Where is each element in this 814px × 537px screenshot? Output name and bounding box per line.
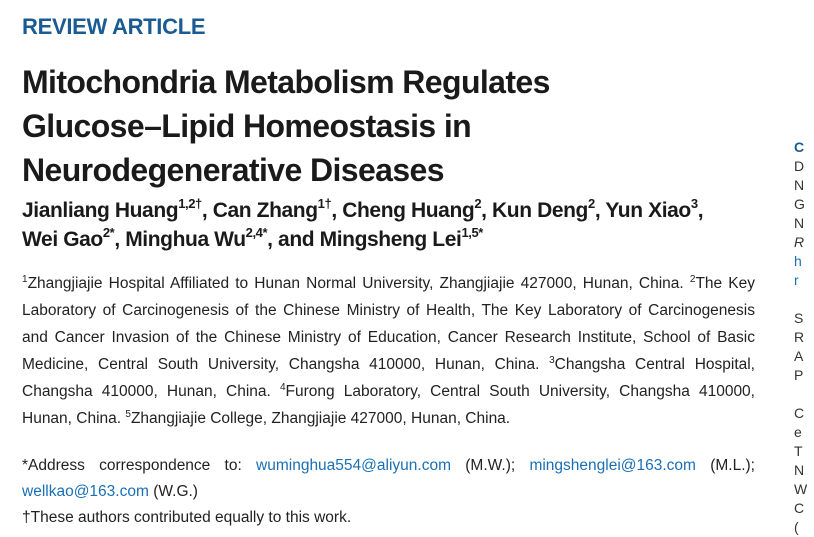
author-separator: , (594, 199, 606, 222)
affiliation-text: Furong Laboratory, Central South University, Changsha 410000, Hunan, China. (22, 383, 755, 427)
right-column-cutoff (794, 138, 814, 537)
affiliation-number: 2 (689, 274, 696, 285)
title-line-3: Neurodegenerative Diseases (22, 152, 444, 188)
author-affiliation-sup: 2* (102, 225, 115, 240)
sidebar-fragment: e (794, 424, 802, 440)
author-affiliation-sup: 1,5* (461, 225, 483, 240)
author-separator: , and (267, 228, 320, 251)
correspondence-prefix: *Address correspondence to: (22, 457, 257, 474)
email-link-ml[interactable]: mingshenglei@163.com (529, 457, 696, 474)
sidebar-fragment: N (794, 177, 805, 193)
sidebar-fragment: W (794, 481, 808, 497)
author-separator: , (201, 199, 213, 222)
affiliation-number: 5 (125, 409, 131, 420)
affiliation-text: Changsha Central Hospital, Changsha 410000, Hunan, China. (22, 356, 755, 400)
affiliation-number: 3 (549, 355, 555, 366)
author-separator: , (481, 199, 493, 222)
correspondence-note: (W.G.) (148, 483, 198, 500)
article-type-label: REVIEW ARTICLE (22, 14, 206, 39)
author-name: Can Zhang (212, 199, 318, 222)
correspondence-note: (M.L.); (695, 457, 755, 474)
equal-contribution-note: †These authors contributed equally to this work. (22, 509, 352, 526)
sidebar-fragment: G (794, 196, 805, 212)
sidebar-fragment: h (794, 253, 802, 269)
affiliation-text: The Key Laboratory of Carcinogenesis of the Chinese Ministry of Health, The Key Laboratory of Carcinogenesis and Cancer Invasion of the Chinese Ministry of Education, Cancer Research Institute, School of Basic Medicine, Central South University, Changsha 410000, Hunan, China. (22, 275, 755, 373)
affiliation-text: Zhangjiajie Hospital Affiliated to Hunan Normal University, Zhangjiajie 427000, Hunan, China. (27, 275, 690, 292)
sidebar-fragment: N (794, 215, 805, 231)
sidebar-fragment: R (794, 329, 805, 345)
affiliations (22, 270, 755, 432)
author-affiliation-sup: 3 (690, 196, 698, 211)
sidebar-fragment: S (794, 310, 804, 326)
sidebar-fragment: A (794, 348, 804, 364)
sidebar-fragment: C (794, 500, 805, 516)
email-link-wg[interactable]: wellkao@163.com (22, 483, 149, 500)
sidebar-fragment: r (794, 272, 799, 288)
sidebar-fragment (794, 290, 814, 309)
sidebar-fragment: T (794, 443, 803, 459)
author-affiliation-sup: 1,2† (178, 196, 202, 211)
author-name: Yun Xiao (605, 199, 691, 222)
author-name: Jianliang Huang (22, 199, 179, 222)
affiliation-number: 1 (22, 274, 28, 285)
author-name: Mingsheng Lei (319, 228, 462, 251)
author-separator: , (697, 199, 704, 222)
correspondence (22, 453, 755, 505)
sidebar-fragment: R (794, 234, 805, 250)
sidebar-fragment (794, 385, 814, 404)
correspondence-note: (M.W.); (451, 457, 530, 474)
sidebar-fragment: P (794, 367, 804, 383)
sidebar-fragment: C (794, 139, 805, 155)
author-affiliation-sup: 1† (317, 196, 332, 211)
sidebar-fragment: ( (794, 519, 799, 535)
author-name: Kun Deng (492, 199, 588, 222)
author-affiliation-sup: 2 (588, 196, 595, 211)
author-list (22, 196, 762, 254)
author-affiliation-sup: 2 (474, 196, 482, 211)
title-line-1: Mitochondria Metabolism Regulates (22, 64, 550, 100)
sidebar-fragment: C (794, 405, 805, 421)
sidebar-fragment: D (794, 158, 805, 174)
title-line-2: Glucose–Lipid Homeostasis in (22, 108, 472, 144)
author-separator: , (114, 228, 126, 251)
author-name: Wei Gao (22, 228, 103, 251)
author-name: Minghua Wu (125, 228, 246, 251)
article-title (22, 60, 550, 192)
author-name: Cheng Huang (342, 199, 475, 222)
affiliation-text: Zhangjiajie College, Zhangjiajie 427000, Hunan, China. (130, 410, 511, 427)
author-separator: , (331, 199, 343, 222)
sidebar-fragment: N (794, 462, 805, 478)
author-affiliation-sup: 2,4* (245, 225, 268, 240)
affiliation-number: 4 (279, 382, 286, 393)
email-link-mw[interactable]: wuminghua554@aliyun.com (256, 457, 451, 474)
